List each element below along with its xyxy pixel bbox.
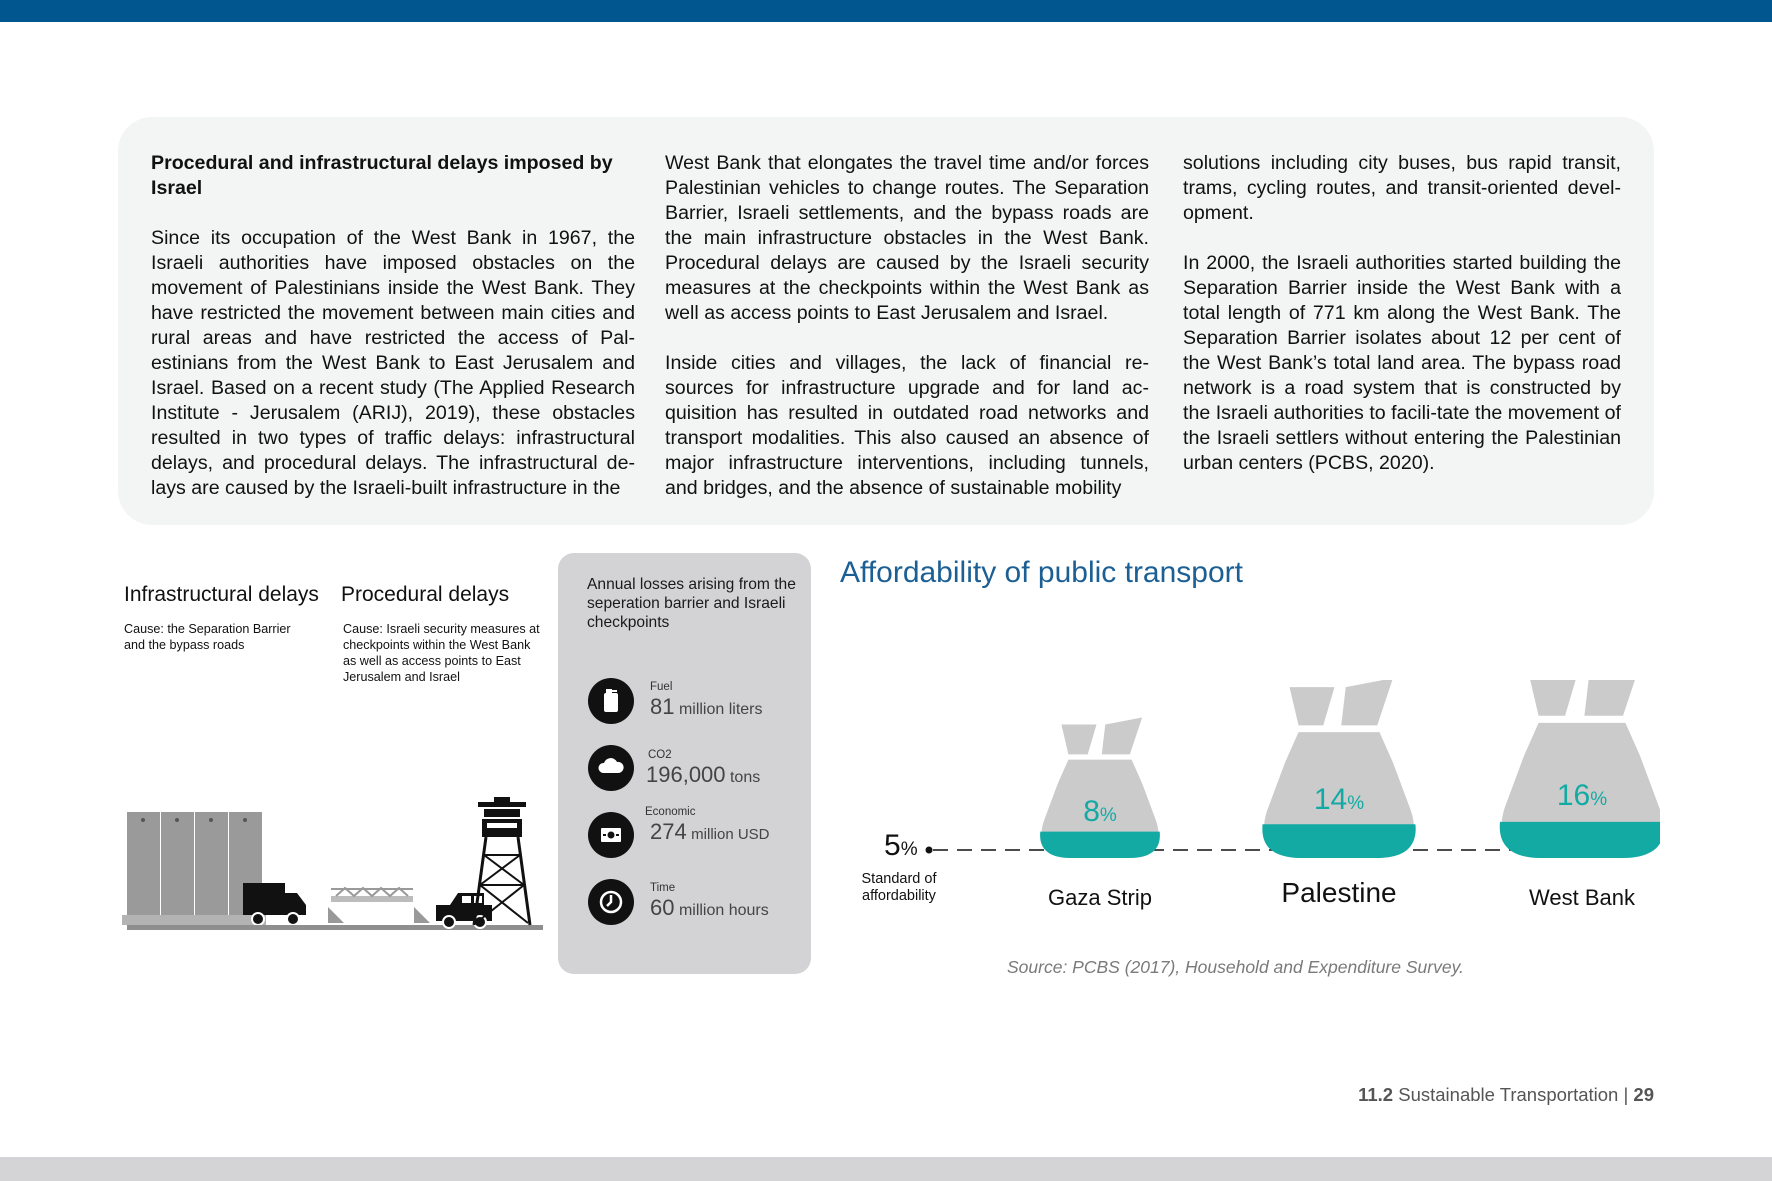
bottom-bar xyxy=(0,1157,1772,1181)
loss-label: CO2 xyxy=(648,749,672,761)
loss-value: 60 million hours xyxy=(650,895,769,920)
loss-value: 81 million liters xyxy=(650,694,763,719)
bag-value-label: 14% xyxy=(1313,782,1365,816)
bag-value-label: 16% xyxy=(1556,778,1608,812)
loss-value: 274 million USD xyxy=(650,819,770,844)
loss-label: Fuel xyxy=(650,681,673,693)
article-paragraph: In 2000, the Israeli authorities started building the Separation Barrier inside the West Bank with a total length of 771 km along the West Bank. The Separation Barrier isolates about 12 per cent of the West Bank’s total land area. The bypass road network is a road system that is constructed by the Israeli authorities to facili-tate the movement of the Israeli settlers without entering the Palestinian urban centers (PCBS, 2020). xyxy=(1183,252,1621,474)
clock-icon xyxy=(588,879,634,925)
loss-label: Time xyxy=(650,882,676,894)
bag-bar-west-bank xyxy=(1500,680,1660,858)
bridge-icon xyxy=(328,888,430,923)
page-footer xyxy=(1358,1084,1654,1106)
procedural-delays-title: Procedural delays xyxy=(341,583,510,606)
category-label: Palestine xyxy=(1281,877,1397,908)
article-heading: Procedural and infrastructural delays imposed by Israel xyxy=(151,152,613,199)
infrastructural-delays-title: Infrastructural delays xyxy=(124,583,319,606)
affordability-title: Affordability of public transport xyxy=(840,556,1243,589)
annual-losses-panel xyxy=(558,553,811,974)
procedural-delays-cause: Cause: Israeli security measures at checkpoints within the West Bank as well as access points to East Jerusalem and Israel xyxy=(343,622,540,684)
bag-knot xyxy=(1529,680,1640,716)
bag-fill xyxy=(1500,822,1660,858)
article-paragraph: Since its occupation of the West Bank in 1967, the Israeli authorities have imposed obstacles on the movement of Palestinians inside the West Bank. They have restricted the movement between main cities and rural areas and have restricted the access of Pal-estinians from the West Bank to East Jerusalem and Israel. Based on a recent study (The Applied Research Institute - Jerusalem (ARIJ), 2019), these obstacles resulted in two types of traffic delays: infrastructural delays, and procedural delays. The infrastructural de-lays are caused by the Israeli-built infrastructure in the xyxy=(151,227,635,499)
loss-value: 196,000 tons xyxy=(646,762,761,787)
infrastructural-delays-cause: Cause: the Separation Barrier and the bypass roads xyxy=(124,622,291,652)
standard-dot xyxy=(926,847,933,854)
standard-value-label: 5% xyxy=(884,829,918,862)
money-icon xyxy=(588,812,634,858)
fuel-can-icon xyxy=(588,678,634,724)
barrier-checkpoint-illustration xyxy=(118,795,548,945)
standard-caption-line2: affordability xyxy=(862,888,936,904)
category-label: Gaza Strip xyxy=(1048,885,1152,910)
cloud-icon xyxy=(588,745,634,791)
bag-bar-palestine xyxy=(1262,680,1415,858)
article-column-1 xyxy=(151,151,635,526)
loss-label: Economic xyxy=(645,806,696,818)
page-number: 29 xyxy=(1633,1084,1654,1105)
section-number: 11.2 xyxy=(1358,1084,1394,1105)
article-paragraph: West Bank that elongates the travel time and/or forces Palestinian vehicles to change routes. The Separation Barrier, Israeli settlements, and the bypass roads are the main infrastructure obstacles in the West Bank. Procedural delays are caused by the Israeli security measures at the checkpoints within the West Bank as well as access points to East Jerusalem and Israel. xyxy=(665,152,1149,324)
article-panel xyxy=(118,117,1654,525)
article-column-2 xyxy=(665,151,1149,526)
affordability-chart xyxy=(840,680,1660,930)
annual-losses-title: Annual losses arising from the seperation barrier and Israeli checkpoints xyxy=(587,576,796,631)
bag-bar-gaza-strip xyxy=(1040,718,1160,858)
bag-value-label: 8% xyxy=(1083,794,1117,828)
truck-icon xyxy=(243,883,306,925)
article-paragraph: solutions including city buses, bus rapid transit, trams, cycling routes, and transit-oriented devel-opment. xyxy=(1183,152,1621,224)
footer-separator: | xyxy=(1623,1084,1629,1105)
bag-knot xyxy=(1290,680,1393,725)
section-title: Sustainable Transportation xyxy=(1398,1084,1619,1105)
bag-fill xyxy=(1040,832,1160,858)
category-label: West Bank xyxy=(1529,885,1635,910)
article-paragraph: Inside cities and villages, the lack of financial re-sources for infrastructure upgrade and for land ac-quisition has resulted in outdated road networks and transport modalities. This also caused an absence of major infrastructure interventions, including tunnels, and bridges, and the absence of sustainable mobility xyxy=(665,352,1149,499)
article-column-3 xyxy=(1183,151,1621,501)
source-note: Source: PCBS (2017), Household and Expenditure Survey. xyxy=(1007,957,1464,977)
jeep-icon xyxy=(436,893,492,928)
standard-caption-line1: Standard of xyxy=(861,871,937,887)
bag-fill xyxy=(1262,824,1415,858)
bag-knot xyxy=(1061,718,1142,755)
top-accent-bar xyxy=(0,0,1772,22)
